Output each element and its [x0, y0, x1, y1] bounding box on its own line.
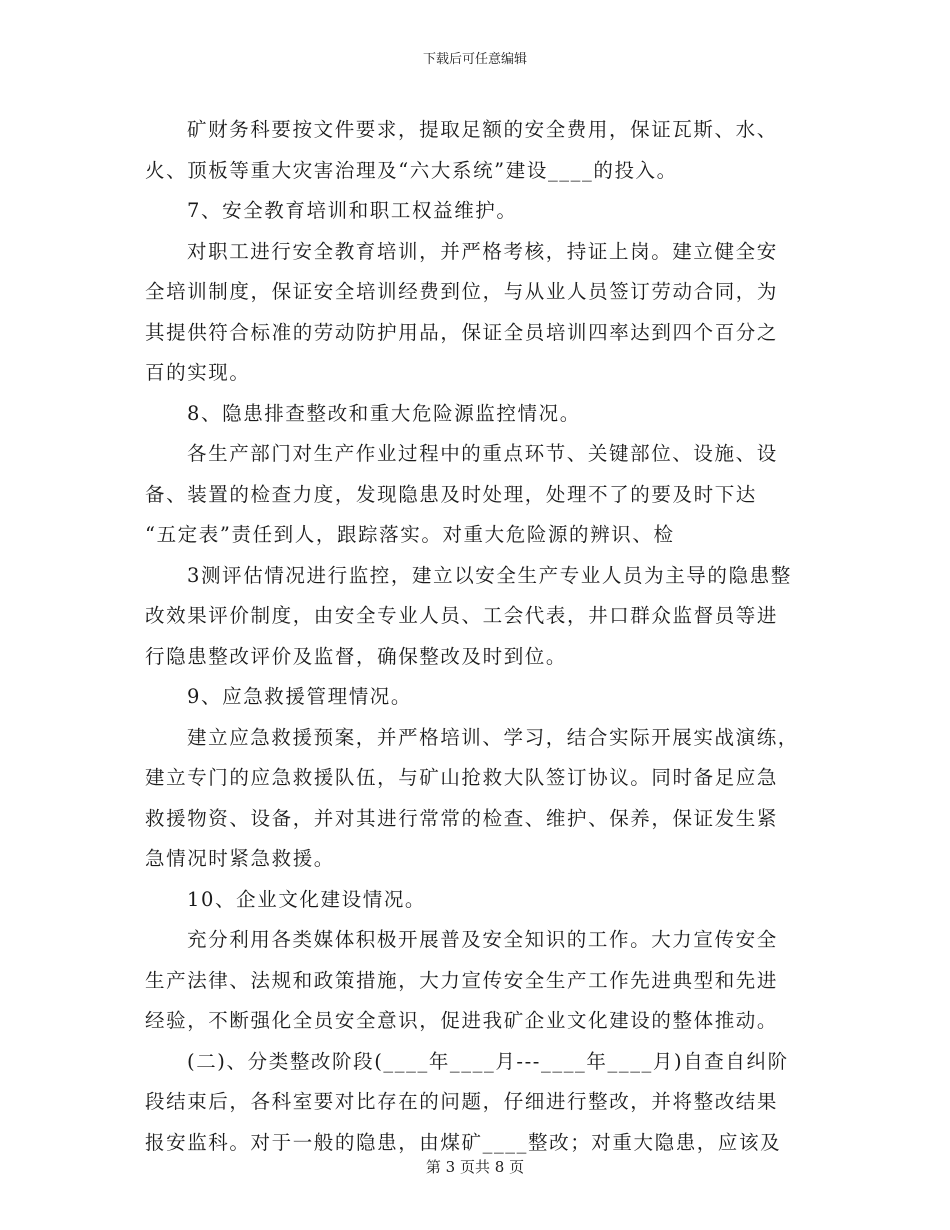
text-line: 改效果评价制度，由安全专业人员、工会代表，井口群众监督员等进	[145, 604, 779, 627]
text-line: 救援物资、设备，并对其进行常常的检查、维护、保养，保证发生紧	[145, 806, 779, 830]
text-line: 急情况时紧急救援。	[145, 847, 335, 870]
text-line: 火、顶板等重大灾害治理及“六大系统”建设____的投入。	[145, 158, 678, 182]
text-line: (二)、分类整改阶段(____年____月---____年____月)自查自纠阶	[187, 1049, 789, 1073]
text-line: 全培训制度，保证安全培训经费到位，与从业人员签订劳动合同，为	[145, 280, 779, 303]
text-line: 百的实现。	[145, 361, 251, 384]
text-line: 对职工进行安全教育培训，并严格考核，持证上岗。建立健全安	[187, 239, 778, 263]
text-line: 9、应急救援管理情况。	[187, 685, 413, 708]
text-line: 生产法律、法规和政策措施，大力宣传安全生产工作先进典型和先进	[145, 968, 779, 992]
text-line: 矿财务科要按文件要求，提取足额的安全费用，保证瓦斯、水、	[187, 118, 778, 141]
text-line: 7、安全教育培训和职工权益维护。	[187, 199, 518, 222]
text-line: 8、隐患排查整改和重大危险源监控情况。	[187, 401, 581, 425]
text-line: 其提供符合标准的劳动防护用品，保证全员培训四率达到四个百分之	[145, 320, 779, 344]
text-line: “五定表”责任到人，跟踪落实。对重大危险源的辨识、检	[145, 523, 675, 546]
text-line: 充分利用各类媒体积极开展普及安全知识的工作。大力宣传安全	[187, 928, 778, 951]
document-body	[145, 110, 810, 1163]
text-line: 备、装置的检查力度，发现隐患及时处理，处理不了的要及时下达	[145, 482, 757, 506]
text-line: 建立应急救援预案，并严格培训、学习，结合实际开展实战演练，	[187, 725, 799, 749]
text-line: 行隐患整改评价及监督，确保整改及时到位。	[145, 644, 568, 668]
text-line: 建立专门的应急救援队伍，与矿山抢救大队签订协议。同时备足应急	[145, 766, 779, 789]
text-line: 各生产部门对生产作业过程中的重点环节、关键部位、设施、设	[187, 442, 778, 465]
text-line: 报安监科。对于一般的隐患，由煤矿____整改；对重大隐患，应该及	[145, 1130, 782, 1154]
text-line: 10、企业文化建设情况。	[187, 887, 427, 911]
page-header: 下载后可任意编辑	[422, 52, 527, 67]
text-line: 3测评估情况进行监控，建立以安全生产专业人员为主导的隐患整	[187, 563, 792, 587]
text-line: 经验，不断强化全员安全意识，促进我矿企业文化建设的整体推动。	[145, 1009, 779, 1032]
text-line: 段结束后，各科室要对比存在的问题，仔细进行整改，并将整改结果	[145, 1090, 779, 1113]
page-footer: 第 3 页共 8 页	[425, 1158, 525, 1176]
